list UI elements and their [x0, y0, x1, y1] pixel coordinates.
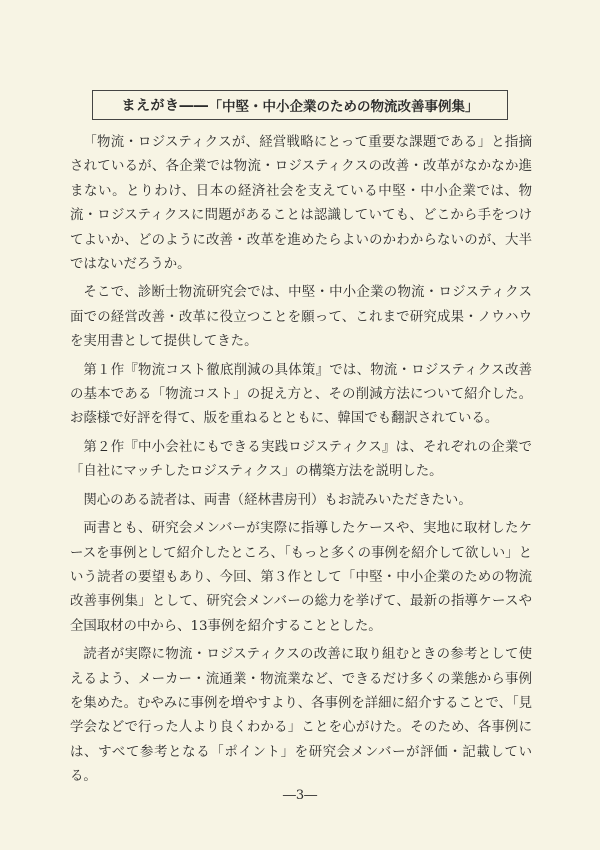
- paragraph: 関心のある読者は、両書（経林書房刊）もお読みいただきたい。: [83, 492, 472, 508]
- paragraph: 第１作『物流コスト徹底削減の具体策』では、物流・ロジスティクス改善の基本である「物流コスト」の捉え方と、その削減方法について紹介した。お蔭様で好評を得て、版を重ねるとともに、韓国でも翻訳されている。: [70, 362, 532, 427]
- chapter-title-box: [92, 90, 508, 120]
- chapter-title-prefix: まえがき――: [121, 98, 209, 114]
- chapter-title: 「中堅・中小企業のための物流改善事例集」: [208, 99, 479, 115]
- body-text: [70, 131, 532, 794]
- paragraph: そこで、診断士物流研究会では、中堅・中小企業の物流・ロジスティクス面での経営改善・改革に役立つことを願って、これまで研究成果・ノウハウを実用書として提供してきた。: [70, 285, 532, 350]
- paragraph: 読者が実際に物流・ロジスティクスの改善に取り組むときの参考として使えるよう、メーカー・流通業・物流業など、できるだけ多くの業態から事例を集めた。むやみに事例を増やすより、各事例を詳細に紹介することで、「見学会などで行った人より良くわかる」ことを心がけた。そのため、各事例には、すべて参考となる「ポイント」を研究会メンバーが評価・記載している。: [70, 647, 532, 785]
- paragraph: 「物流・ロジスティクスが、経営戦略にとって重要な課題である」と指摘されているが、各企業では物流・ロジスティクスの改善・改革がなかなか進まない。とりわけ、日本の経済社会を支えている中堅・中小企業では、物流・ロジスティクスに問題があることは認識していても、どこから手をつけてよいか、どのように改善・改革を進めたらよいのかわからないのが、大半ではないだろうか。: [70, 135, 532, 273]
- paragraph: 第２作『中小会社にもできる実践ロジスティクス』は、それぞれの企業で「自社にマッチしたロジスティクス」の構築方法を説明した。: [70, 439, 532, 480]
- paragraph: 両書とも、研究会メンバーが実際に指導したケースや、実地に取材したケースを事例として紹介したところ、「もっと多くの事例を紹介して欲しい」という読者の要望もあり、今回、第３作として「中堅・中小企業のための物流改善事例集」として、研究会メンバーの総力を挙げて、最新の指導ケースや全国取材の中から、13事例を紹介することとした。: [70, 521, 532, 634]
- page-number: ―3―: [282, 788, 318, 803]
